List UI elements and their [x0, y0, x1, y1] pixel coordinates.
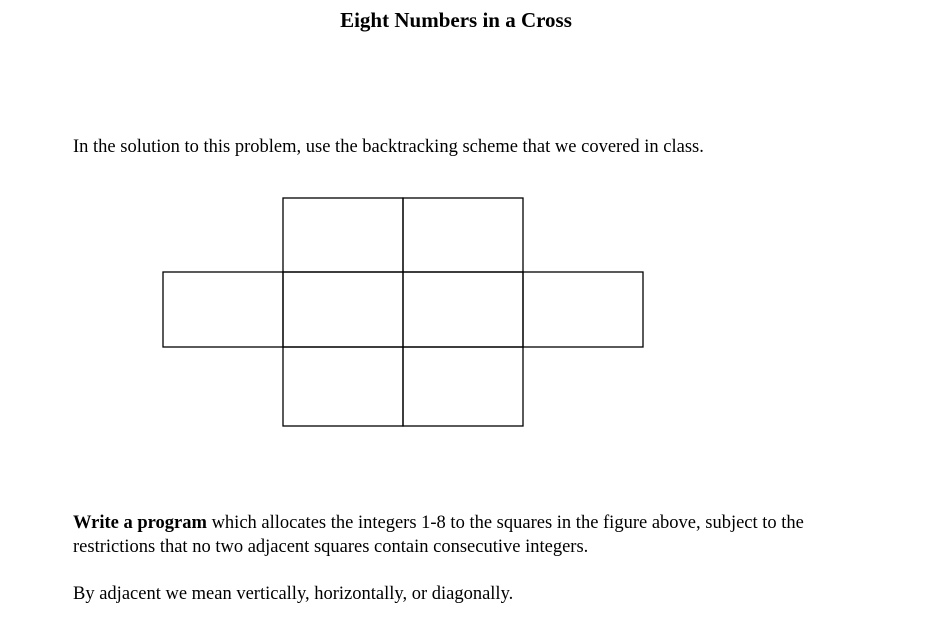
intro-paragraph: In the solution to this problem, use the backtracking scheme that we covered in class.: [73, 137, 704, 157]
cross-square-middle-far-right: [523, 272, 643, 347]
cross-square-middle-right: [403, 272, 523, 347]
task-paragraph: [73, 511, 863, 559]
cross-square-middle-far-left: [163, 272, 283, 347]
cross-square-top-right: [403, 198, 523, 272]
cross-square-bottom-left: [283, 347, 403, 426]
task-rest-text: which allocates the integers 1-8 to the squares in the figure above, subject to the restrictions that no two adjacent squares contain consecutive integers.: [73, 513, 804, 557]
cross-square-bottom-right: [403, 347, 523, 426]
cross-square-middle-left: [283, 272, 403, 347]
page-title: Eight Numbers in a Cross: [340, 8, 572, 32]
cross-square-top-left: [283, 198, 403, 272]
task-bold-text: Write a program: [73, 513, 207, 533]
adjacency-note: By adjacent we mean vertically, horizontally, or diagonally.: [73, 584, 514, 604]
